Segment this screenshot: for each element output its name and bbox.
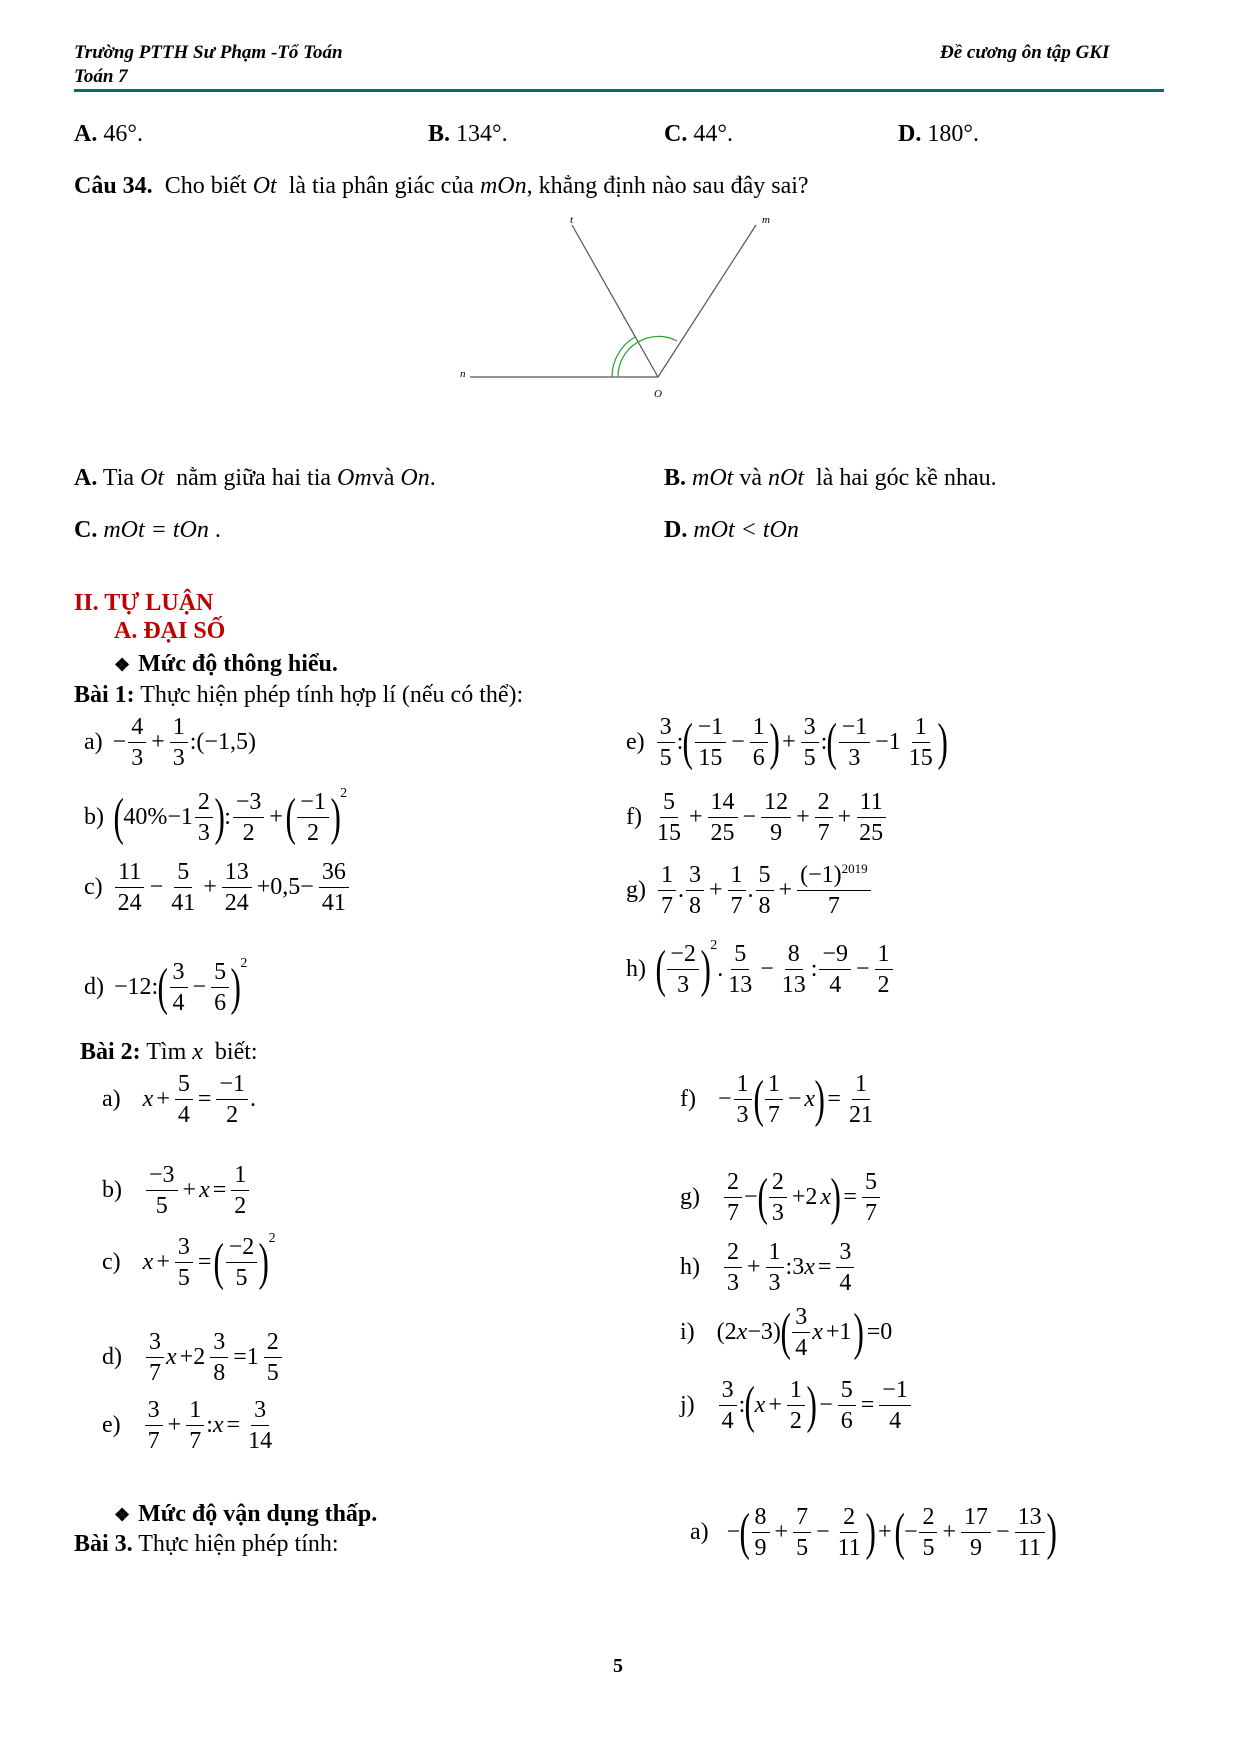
bai2-item-f: f) − $\frac{1}{3}$ ( $\frac{1}{7}$ − x ) = $\frac{1}{21}$ [680, 1070, 873, 1128]
bai2-item-g: g) $\frac{2}{7}$ − ( $\frac{2}{3}$ +2 x ) = $\frac{5}{7}$ [680, 1170, 882, 1225]
q33-option-a: A. 46°. [74, 121, 143, 147]
header-rule [74, 89, 1164, 92]
diamond-icon: ❖ [114, 655, 131, 675]
bai2-item-h: h) $\frac{2}{3}$ + $\frac{1}{3}$ :3 x = $\frac{3}{4}$ [680, 1240, 856, 1295]
q34-option-c: C. mOt = tOn . [74, 517, 221, 543]
q34-question: Câu 34. Cho biết Ot là tia phân giác của mOn, khẳng định nào sau đây sai? [74, 173, 809, 199]
q34-option-d: D. mOt < tOn [664, 517, 799, 543]
bai2-item-b: b) $\frac{-3}{5}$ + x = $\frac{1}{2}$ [102, 1163, 251, 1218]
q33-option-b: B. 134°. [428, 121, 508, 147]
header-school: Trường PTTH Sư Phạm -Tổ Toán [74, 42, 343, 63]
section-sub: A. ĐẠI SỐ [114, 618, 226, 644]
level-heading-1: ❖ Mức độ thông hiểu. [114, 651, 338, 677]
bai1-item-a: a) − $\frac{4}{3}$ + $\frac{1}{3}$ :(−1,5) [84, 714, 256, 771]
bai1-item-g: g) $\frac{1}{7}$ . $\frac{3}{8}$ + $\frac{1}{7}$ . $\frac{5}{8}$ + $\frac{(-1)^{2019}}{7}$ [626, 862, 873, 918]
label-t: t [570, 214, 574, 226]
bai2-item-j: j) $\frac{3}{4}$ : ( x + $\frac{1}{2}$ ) − $\frac{5}{6}$ = $\frac{-1}{4}$ [680, 1378, 913, 1433]
bai1-item-h: h) ( $\frac{-2}{3}$ ) 2 . $\frac{5}{13}$ − $\frac{8}{13}$ : $\frac{-9}{4}$ − $\frac{1}{2}$ [626, 942, 895, 997]
bai3-item-a: a) − ( $\frac{8}{9}$ + $\frac{7}{5}$ − $\frac{2}{11}$ ) + ( − $\frac{2}{5}$ + $\frac{17}{9}$ − $\frac{13}{11}$ ) [690, 1503, 1057, 1561]
level-heading-2: ❖ Mức độ vận dụng thấp. [114, 1501, 378, 1527]
bai2-item-i: i) (2 x −3) ( $\frac{3}{4}$ x +1 ) =0 [680, 1303, 893, 1361]
bai3-heading: Bài 3. Thực hiện phép tính: [74, 1531, 339, 1557]
angle-figure [440, 205, 800, 405]
bai2-heading: Bài 2: Tìm x biết: [80, 1039, 258, 1065]
label-n: n [460, 368, 466, 380]
bai2-item-a: a) x + $\frac{5}{4}$ = $\frac{-1}{2}$ . [102, 1071, 256, 1128]
bai1-item-e: e) $\frac{3}{5}$ : ( $\frac{-1}{15}$ − $\frac{1}{6}$ ) + $\frac{3}{5}$ : ( $\frac{-1}{3}$ −1 $\frac{1}{15}$ ) [626, 713, 948, 771]
bai1-item-f: f) $\frac{5}{15}$ + $\frac{14}{25}$ − $\frac{12}{9}$ + $\frac{2}{7}$ + $\frac{11}{25}$ [626, 790, 888, 845]
q34-option-b: B. mOt và nOt là hai góc kề nhau. [664, 465, 997, 491]
bai2-item-d: d) $\frac{3}{7}$ x +2 $\frac{3}{8}$ =1 $\frac{2}{5}$ [102, 1330, 284, 1385]
header-title: Đề cương ôn tập GKI [940, 42, 1110, 63]
diamond-icon: ❖ [114, 1505, 131, 1525]
q34-option-a: A. Tia Ot nằm giữa hai tia Omvà On. [74, 465, 436, 491]
bai2-item-c: c) x + $\frac{3}{5}$ = ( $\frac{-2}{5}$ ) 2 [102, 1231, 276, 1291]
q33-option-d: D. 180°. [898, 121, 979, 147]
label-m: m [762, 214, 770, 226]
label-o: O [654, 388, 662, 400]
bai1-item-c: c) $\frac{11}{24}$ − $\frac{5}{41}$ + $\frac{13}{24}$ +0,5− $\frac{36}{41}$ [84, 860, 351, 915]
page-number: 5 [613, 1655, 623, 1677]
bai2-item-e: e) $\frac{3}{7}$ + $\frac{1}{7}$ : x = $\frac{3}{14}$ [102, 1397, 273, 1454]
bai1-item-d: d) −12: ( $\frac{3}{4}$ − $\frac{5}{6}$ ) 2 [84, 956, 248, 1016]
section-part: II. TỰ LUẬN [74, 590, 214, 616]
header-subject: Toán 7 [74, 66, 128, 87]
bai1-heading: Bài 1: Thực hiện phép tính hợp lí (nếu có thể): [74, 682, 524, 708]
q33-option-c: C. 44°. [664, 121, 733, 147]
bai1-item-b: b) ( 40%−1 $\frac{2}{3}$ ) : $\frac{-3}{2}$ + ( $\frac{-1}{2}$ ) 2 [84, 786, 348, 846]
